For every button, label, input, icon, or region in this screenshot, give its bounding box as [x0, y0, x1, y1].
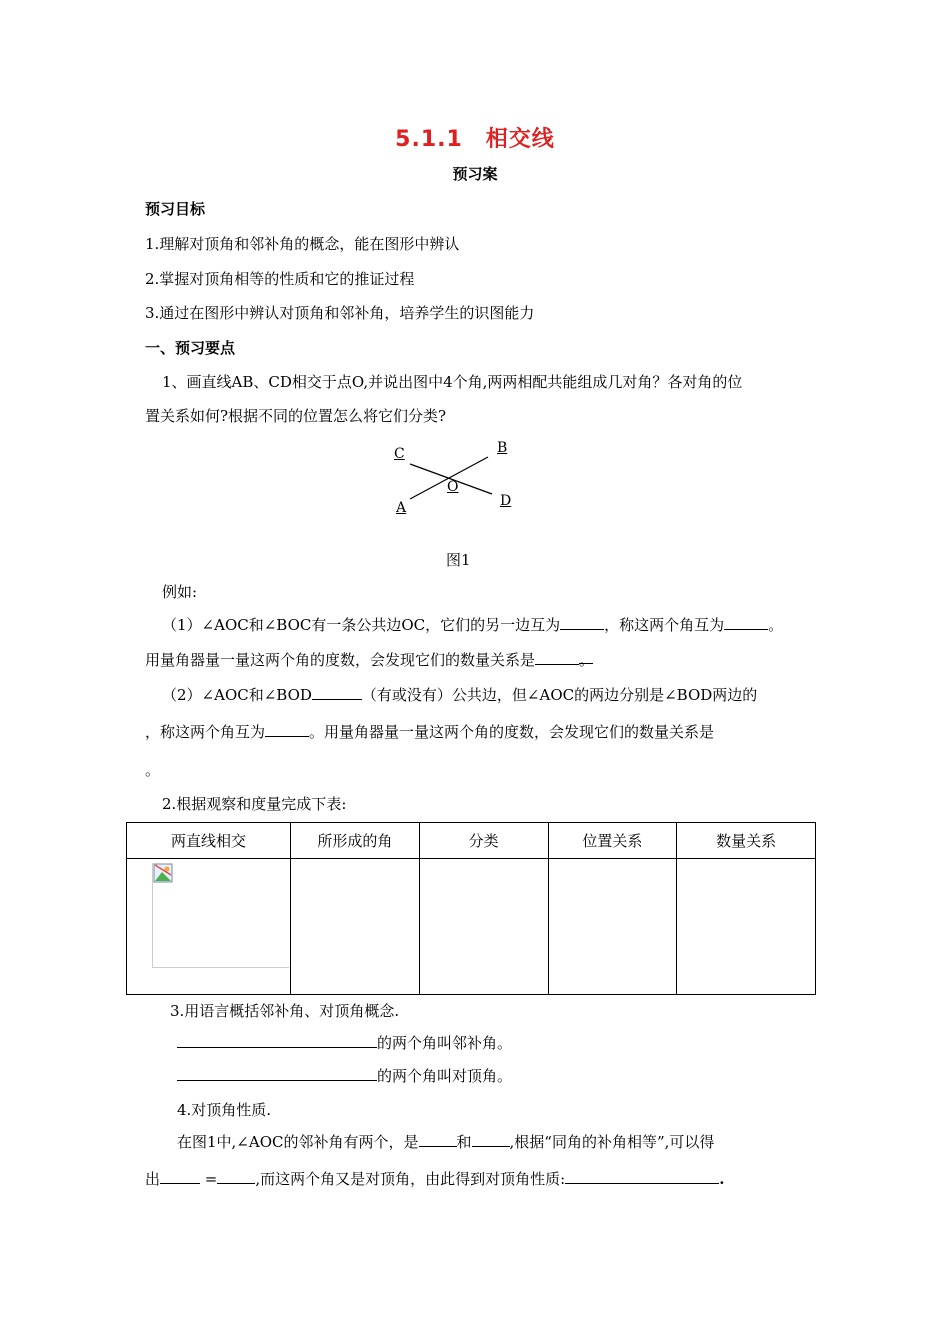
label-c: C	[394, 446, 405, 462]
label-b: B	[497, 440, 508, 456]
blank[interactable]	[177, 1066, 377, 1081]
example-label: 例如:	[162, 583, 198, 601]
table-cell[interactable]	[677, 859, 816, 995]
page-subtitle: 预习案	[452, 165, 498, 183]
table-cell[interactable]	[548, 859, 677, 995]
blank[interactable]	[177, 1033, 377, 1048]
example-2-line-2: ，称这两个角互为 。用量角器量一量这两个角的度数，会发现它们的数量关系是	[145, 723, 715, 741]
table-header: 数量关系	[677, 823, 816, 859]
blank[interactable]	[565, 1169, 719, 1184]
question-4: 4.对顶角性质.	[177, 1101, 272, 1119]
goals-heading: 预习目标	[145, 200, 206, 218]
question-3-line-1: 的两个角叫邻补角。	[177, 1032, 512, 1053]
blank[interactable]	[535, 650, 579, 665]
section-heading: 一、预习要点	[145, 339, 236, 357]
table-cell[interactable]	[291, 859, 420, 995]
label-o: O	[447, 479, 459, 495]
table-header: 位置关系	[548, 823, 677, 859]
page-title: 5.1.1 相交线	[395, 127, 555, 152]
table-header: 所形成的角	[291, 823, 420, 859]
example-1-line-1: （1）∠AOC和∠BOC有一条公共边OC，它们的另一边互为 ，称这两个角互为 。	[162, 616, 784, 634]
label-d: D	[500, 493, 512, 509]
question-4-line-1: 在图1中,∠AOC的邻补角有两个，是 和 ,根据“同角的补角相等”,可以得	[177, 1133, 715, 1151]
example-1-line-2: 用量角器量一量这两个角的度数，会发现它们的数量关系是 。	[145, 651, 595, 669]
image-placeholder	[152, 863, 289, 968]
label-a: A	[396, 500, 407, 516]
table-header: 两直线相交	[127, 823, 291, 859]
goal-item: 3.通过在图形中辨认对顶角和邻补角，培养学生的识图能力	[145, 304, 535, 322]
blank[interactable]	[265, 722, 309, 737]
blank[interactable]	[312, 685, 362, 700]
question-4-line-2: 出 = ,而这两个角又是对顶角，由此得到对顶角性质: .	[145, 1170, 725, 1188]
table-cell[interactable]	[127, 859, 291, 995]
table-header: 分类	[419, 823, 548, 859]
question-1-line-1: 1、画直线AB、CD相交于点O,并说出图中4个角,两两相配共能组成几对角？各对角的位	[162, 373, 743, 391]
blank[interactable]	[419, 1132, 457, 1147]
goal-item: 1.理解对顶角和邻补角的概念，能在图形中辨认	[145, 235, 460, 253]
question-3: 3.用语言概括邻补角、对顶角概念.	[170, 1002, 400, 1020]
table-cell[interactable]	[419, 859, 548, 995]
table-row	[127, 859, 816, 995]
observation-table	[126, 822, 816, 995]
example-2-line-3: 。	[145, 761, 161, 779]
question-3-line-2: 的两个角叫对顶角。	[177, 1065, 512, 1086]
broken-image-icon	[153, 863, 173, 883]
blank[interactable]	[160, 1169, 200, 1184]
blank[interactable]	[724, 615, 768, 630]
blank[interactable]	[560, 615, 604, 630]
figure-caption: 图1	[446, 551, 471, 569]
table-header-row	[127, 823, 816, 859]
blank[interactable]	[217, 1169, 255, 1184]
goal-item: 2.掌握对顶角相等的性质和它的推证过程	[145, 270, 415, 288]
question-1-line-2: 置关系如何?根据不同的位置怎么将它们分类?	[145, 407, 447, 425]
example-2-line-1: （2）∠AOC和∠BOD （有或没有）公共边，但∠AOC的两边分别是∠BOD两边的	[162, 686, 758, 704]
blank[interactable]	[472, 1132, 510, 1147]
question-2: 2.根据观察和度量完成下表:	[162, 795, 347, 813]
